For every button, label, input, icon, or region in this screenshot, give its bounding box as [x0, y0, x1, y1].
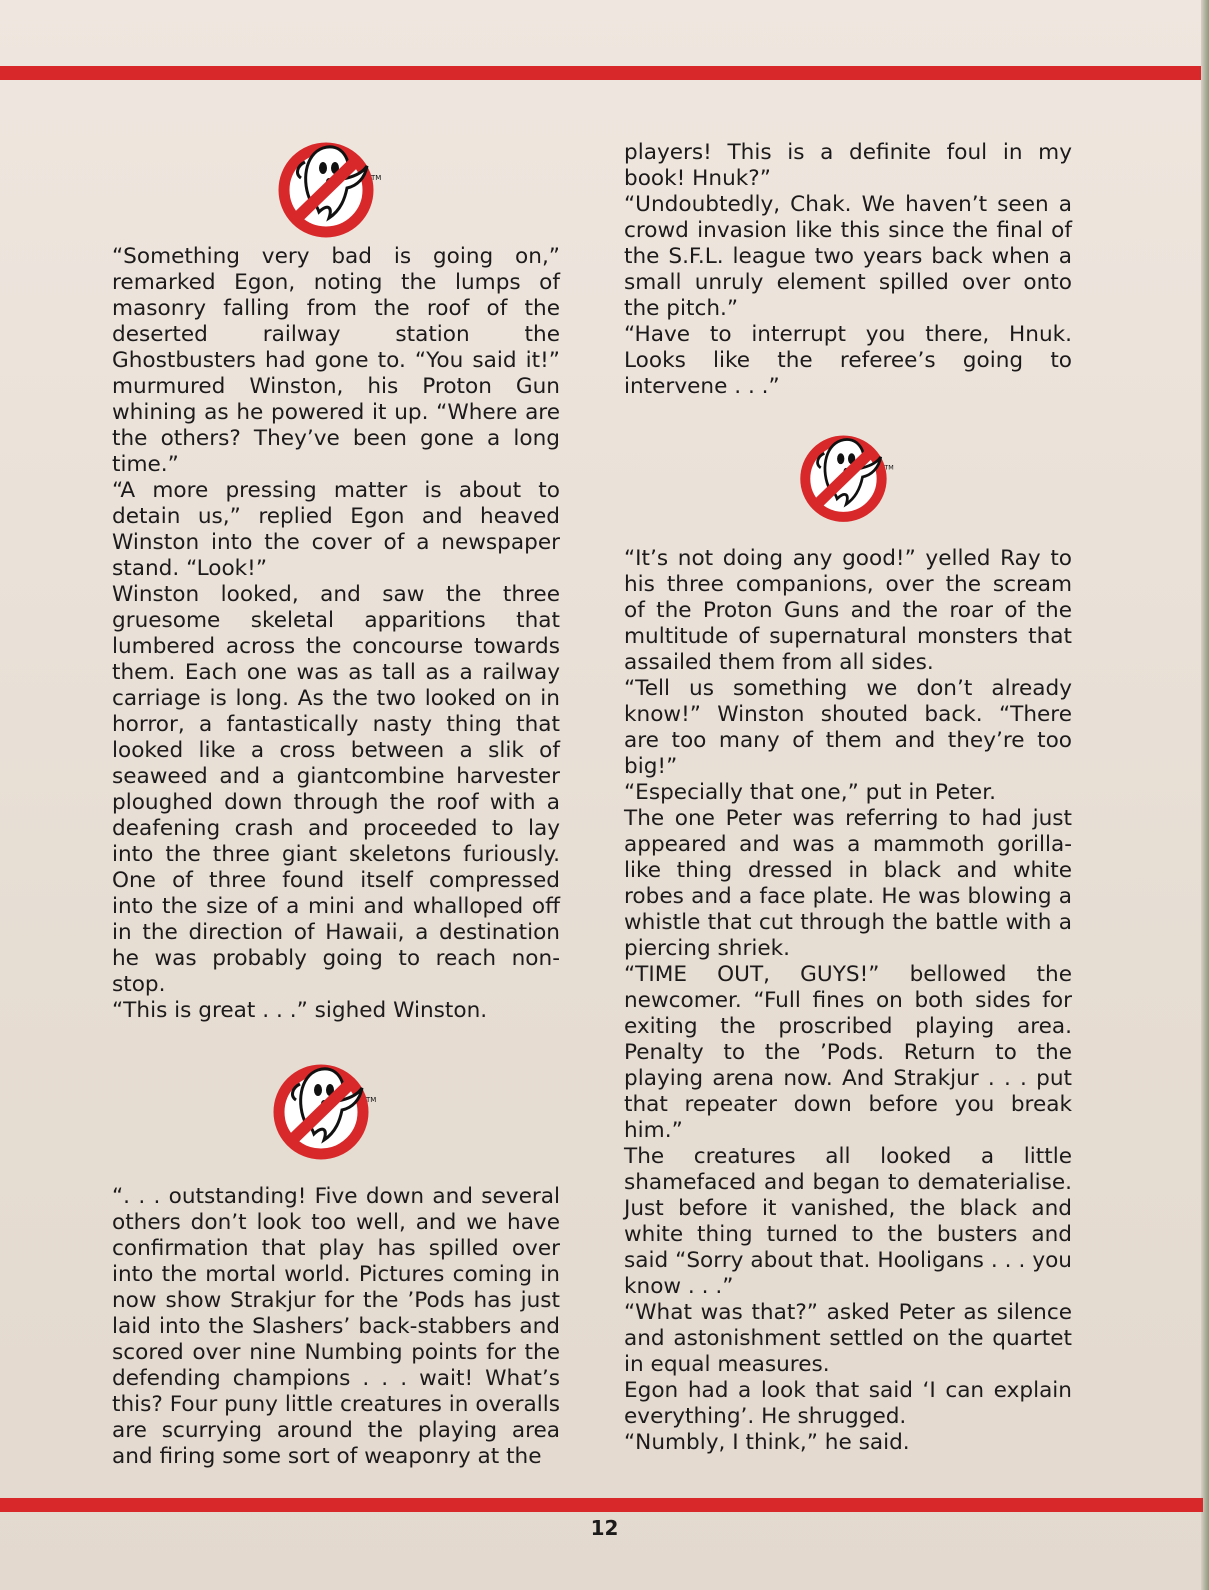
paragraph: “What was that?” asked Peter as silence and astonishment settled on the quartet in equal measures.: [624, 1300, 1072, 1377]
paragraph: “Have to interrupt you there, Hnuk. Looks like the referee’s going to intervene . . .”: [624, 322, 1072, 399]
top-red-rule: [0, 66, 1203, 80]
paragraph: Winston looked, and saw the three gruesome skeletal apparitions that lumbered across the concourse towards them. Each one was as tall as a railway carriage is long. As the two looked on in horror, a fantastically nasty thing that looked like a cross between a slik of seaweed and a giantcombine harvester ploughed down through the roof with a deafening crash and proceeded to lay into the three giant skeletons furiously. One of three found itself compressed into the size of a mini and whalloped off in the direction of Hawaii, a destination he was probably going to reach non-stop.: [112, 582, 560, 997]
paragraph: “Numbly, I think,” he said.: [624, 1430, 910, 1455]
ghostbusters-logo-icon: [788, 426, 908, 524]
svg-text:TM: TM: [366, 1096, 377, 1104]
paragraph: “This is great . . .” sighed Winston.: [112, 998, 488, 1023]
page-number: 12: [590, 1516, 619, 1540]
paragraph: “TIME OUT, GUYS!” bellowed the newcomer. “Full fines on both sides for exiting the proscribed playing area. Penalty to the ’Pods. Return to the playing arena now. And Strakjur . . . put that repeater down before you break him.”: [624, 962, 1072, 1143]
paragraph: “Tell us something we don’t already know!” Winston shouted back. “There are too many of them and they’re too big!”: [624, 676, 1072, 779]
paragraph: “A more pressing matter is about to detain us,” replied Egon and heaved Winston into the cover of a newspaper stand. “Look!”: [112, 478, 560, 581]
paragraph: The one Peter was referring to had just appeared and was a mammoth gorilla-like thing dressed in black and white robes and a face plate. He was blowing a whistle that cut through the battle with a piercing shriek.: [624, 806, 1072, 961]
ghostbusters-logo-icon: [271, 132, 391, 244]
right-text-column: [624, 140, 1072, 1456]
paragraph: “It’s not doing any good!” yelled Ray to his three companions, over the scream of the Proton Guns and the roar of the multitude of supernatural monsters that assailed them from all sides.: [624, 546, 1072, 675]
paragraph: “. . . outstanding! Five down and several others don’t look too well, and we have confirmation that play has spilled over into the mortal world. Pictures coming in now show Strakjur for the ’Pods has just laid into the Slashers’ back-stabbers and scored over nine Numbing points for the defending champions . . . wait! What’s this? Four puny little creatures in overalls are scurrying around the playing area and firing some sort of weaponry at the: [112, 1184, 560, 1469]
page-spine-edge: [1201, 0, 1209, 1590]
paragraph: Egon had a look that said ‘I can explain everything’. He shrugged.: [624, 1378, 1072, 1429]
paragraph: “Undoubtedly, Chak. We haven’t seen a crowd invasion like this since the final of the S.F.L. league two years back when a small unruly element spilled over onto the pitch.”: [624, 192, 1072, 321]
svg-text:TM: TM: [371, 174, 382, 182]
svg-text:TM: TM: [884, 464, 894, 472]
left-text-column: [112, 132, 560, 1470]
paragraph: players! This is a definite foul in my book! Hnuk?”: [624, 140, 1072, 191]
paragraph: The creatures all looked a little shamefaced and began to dematerialise. Just before it vanished, the black and white thing turned to the busters and said “Sorry about that. Hooligans . . . you know . . .”: [624, 1144, 1072, 1299]
bottom-red-rule: [0, 1498, 1203, 1512]
ghostbusters-logo-icon: [266, 1054, 386, 1164]
paragraph: “Something very bad is going on,” remarked Egon, noting the lumps of masonry falling from the roof of the deserted railway station the Ghostbusters had gone to. “You said it!” murmured Winston, his Proton Gun whining as he powered it up. “Where are the others? They’ve been gone a long time.”: [112, 244, 560, 477]
paragraph: “Especially that one,” put in Peter.: [624, 780, 996, 805]
